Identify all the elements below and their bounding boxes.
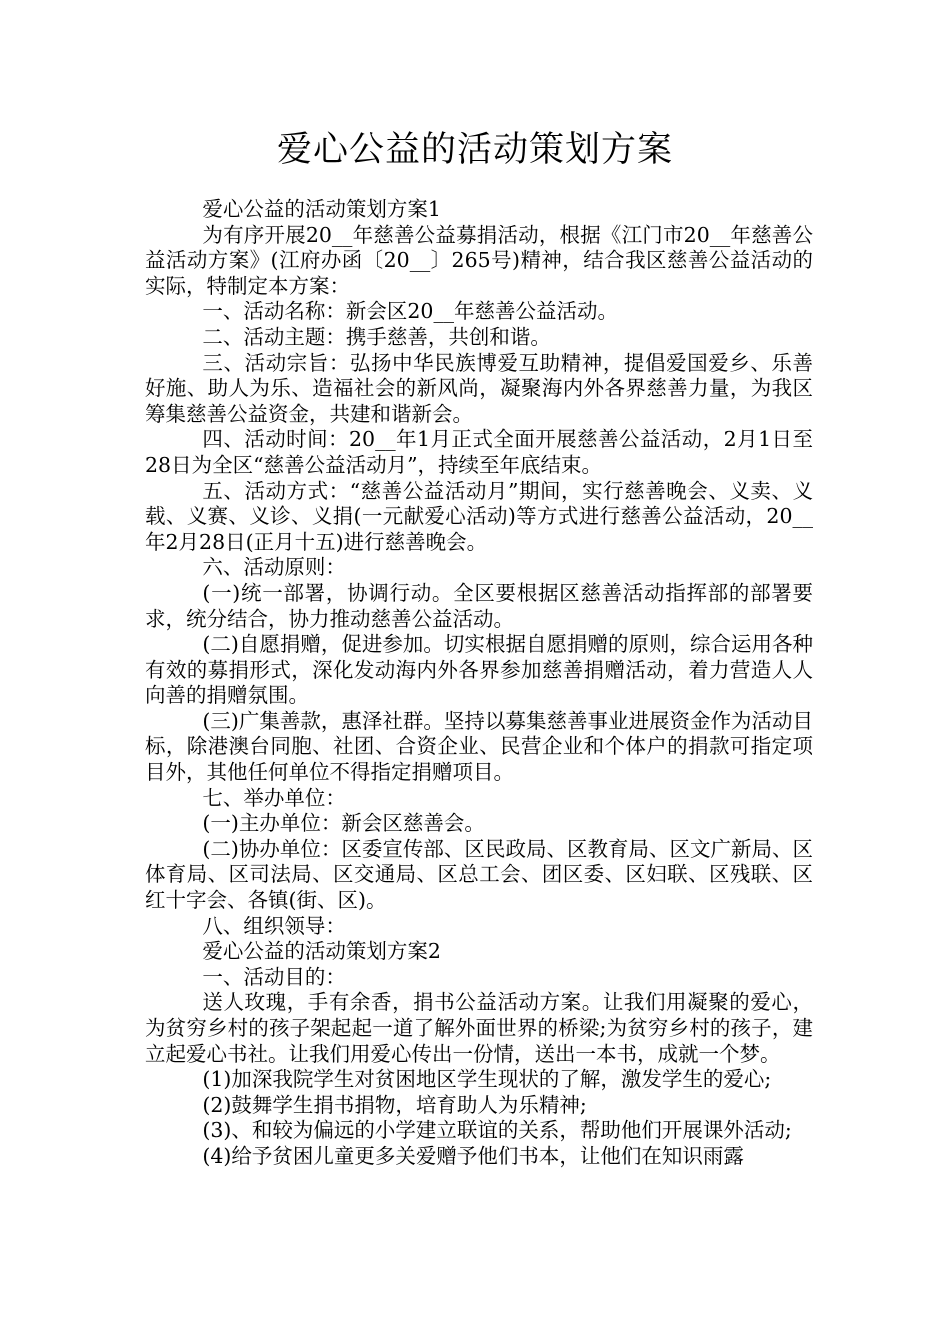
page-title: 爱心公益的活动策划方案 bbox=[276, 130, 673, 170]
principle-2: (二)自愿捐赠，促进参加。切实根据自愿捐赠的原则，综合运用各种有效的募捐形式，深化发动海内外各界参加慈善捐赠活动，着力营造人人向善的捐赠氛围。 bbox=[145, 632, 813, 708]
principles-heading: 六、活动原则： bbox=[202, 555, 346, 580]
leadership-heading: 八、组织领导： bbox=[202, 913, 346, 938]
goal-item-3: (3)、和较为偏远的小学建立联谊的关系，帮助他们开展课外活动; bbox=[202, 1118, 792, 1143]
document-body bbox=[145, 197, 813, 1170]
goal-item-2: (2)鼓舞学生捐书捐物，培育助人为乐精神; bbox=[202, 1092, 587, 1117]
goal-paragraph: 送人玫瑰，手有余香，捐书公益活动方案。让我们用凝聚的爱心，为贫穷乡村的孩子架起起一道了解外面世界的桥梁;为贫穷乡村的孩子，建立起爱心书社。让我们用爱心传出一份情，送出一本书，成就一个梦。 bbox=[145, 990, 813, 1066]
activity-time: 四、活动时间：20__年1月正式全面开展慈善公益活动，2月1日至28日为全区“慈善公益活动月”，持续至年底结束。 bbox=[145, 427, 813, 477]
co-organizers: (二)协办单位：区委宣传部、区民政局、区教育局、区文广新局、区体育局、区司法局、区交通局、区总工会、团区委、区妇联、区残联、区红十字会、各镇(街、区)。 bbox=[145, 836, 813, 913]
goal-heading: 一、活动目的： bbox=[202, 964, 346, 989]
plan-heading-2: 爱心公益的活动策划方案2 bbox=[202, 939, 441, 964]
activity-name: 一、活动名称：新会区20__年慈善公益活动。 bbox=[202, 299, 618, 324]
activity-purpose: 三、活动宗旨：弘扬中华民族博爱互助精神，提倡爱国爱乡、乐善好施、助人为乐、造福社会的新风尚，凝聚海内外各界慈善力量，为我区筹集慈善公益资金，共建和谐新会。 bbox=[145, 350, 813, 426]
activity-method: 五、活动方式：“慈善公益活动月”期间，实行慈善晚会、义卖、义载、义赛、义诊、义捐(一元献爱心活动)等方式进行慈善公益活动，20__年2月28日(正月十五)进行慈善晚会。 bbox=[145, 478, 813, 554]
intro-paragraph: 为有序开展20__年慈善公益募捐活动，根据《江门市20__年慈善公益活动方案》(江府办函〔20__〕265号)精神，结合我区慈善公益活动的实际，特制定本方案： bbox=[145, 222, 813, 298]
plan-heading-1: 爱心公益的活动策划方案1 bbox=[202, 197, 441, 221]
organizers-heading: 七、举办单位： bbox=[202, 785, 346, 810]
goal-item-4: (4)给予贫困儿童更多关爱赠予他们书本，让他们在知识雨露 bbox=[202, 1143, 744, 1168]
principle-1: (一)统一部署，协调行动。全区要根据区慈善活动指挥部的部署要求，统分结合，协力推动慈善公益活动。 bbox=[145, 580, 813, 631]
principle-3: (三)广集善款，惠泽社群。坚持以募集慈善事业进展资金作为活动目标，除港澳台同胞、社团、合资企业、民营企业和个体户的捐款可指定项目外，其他任何单位不得指定捐赠项目。 bbox=[145, 708, 813, 785]
host-unit: (一)主办单位：新会区慈善会。 bbox=[202, 811, 485, 836]
activity-theme: 二、活动主题：携手慈善，共创和谐。 bbox=[202, 324, 551, 349]
goal-item-1: (1)加深我院学生对贫困地区学生现状的了解，激发学生的爱心; bbox=[202, 1067, 772, 1092]
